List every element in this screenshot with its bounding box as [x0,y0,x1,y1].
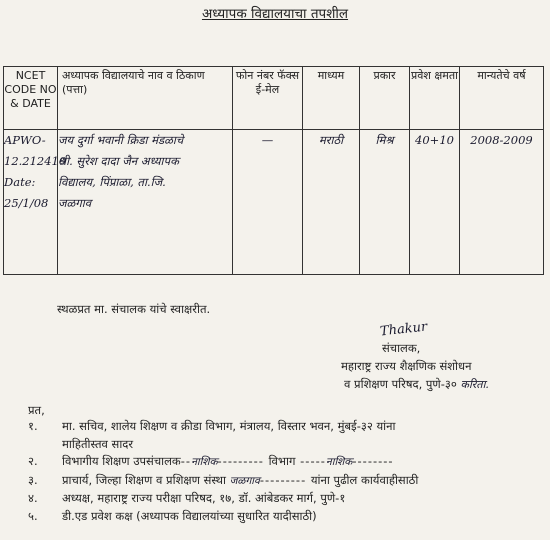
list-item-text: माहितीस्तव सादर [62,436,134,451]
list-item [28,490,418,508]
list-item-number: ४. [28,491,38,505]
list-item-continuation [28,436,418,454]
list-item-number: ३. [28,472,38,487]
list-item-text: प्राचार्य, जिल्हा शिक्षण व प्रशिक्षण संस्था जळगाव--------- यांना पुढील कार्यवाहीसाठी [62,472,419,487]
office-copy-note: स्थळप्रत मा. संचालक यांचे स्वाक्षरीत. [57,302,211,316]
details-table [3,66,544,275]
principal-text: प्राचार्य, जिल्हा शिक्षण व प्रशिक्षण संस्था [62,472,226,487]
name-line-3: विद्यालय, पिंप्राळा, ता.जि. [58,175,166,189]
signature-handwritten-note: करिता. [460,378,489,391]
code-line-1: APWO- [4,133,46,147]
signature-org-line-2 [344,375,489,394]
list-item-text: अध्यक्ष, महाराष्ट्र राज्य परीक्षा परिषद, १७, डॉ. आंबेडकर मार्ग, पुणे-१ [62,491,346,505]
cell-phone: — [233,130,303,275]
cell-capacity: 40+10 [410,130,460,275]
cell-medium: मराठी [303,130,360,275]
cell-year: 2008-2009 [460,130,544,275]
cell-type: मिश्र [360,130,410,275]
copy-to-label: प्रत, [28,403,45,417]
list-item [28,508,418,526]
list-item-text: मा. सचिव, शालेय शिक्षण व क्रीडा विभाग, मंत्रालय, विस्तार भवन, मुंबई-३२ यांना [62,419,396,433]
handwritten-district: जळगाव [229,474,260,487]
handwritten-division-1: नाशिक [191,456,218,468]
header-college-name: अध्यापक विद्यालयाचे नाव व ठिकाण (पत्ता) [58,67,233,130]
date-label: Date: [4,175,36,189]
copy-to-list [28,418,418,525]
signature-org-text: व प्रशिक्षण परिषद, पुणे-३० [344,377,457,391]
header-phone: फोन नंबर फॅक्स ई-मेल [233,67,303,130]
signature-title: संचालक, [382,341,421,355]
header-ncet-code: NCET CODE NO & DATE [4,67,58,130]
list-item-number: २. [28,454,38,468]
further-action-text: यांना पुढील कार्यवाहीसाठी [310,472,419,487]
handwritten-division-2: नाशिक [325,456,353,468]
list-item-number: १. [28,419,38,433]
code-line-2: 12.212410 [4,154,67,168]
list-item-number: ५. [28,508,38,523]
cell-college-name [58,130,233,275]
list-item [28,418,418,436]
page-title: अध्यापक विद्यालयाचा तपशील [201,6,349,22]
header-type: प्रकार [360,67,410,130]
header-medium: माध्यम [303,67,360,130]
cell-code-date [4,130,67,275]
list-item-text: विभागीय शिक्षण उपसंचालक--नाशिक--------- विभाग -----नाशिक-------- [62,454,394,468]
table-header-row [4,67,544,130]
deputy-director-text: विभागीय शिक्षण उपसंचालक [62,454,181,468]
signature-scribble: Thakur [379,319,428,340]
signature-org-line-1: महाराष्ट्र राज्य शैक्षणिक संशोधन [341,359,472,373]
list-item [28,453,418,472]
list-item-text: डी.एड प्रवेश कक्ष (अध्यापक विद्यालयांच्या सुधारित यादीसाठी) [62,508,317,523]
table-row [4,130,544,275]
list-item [28,472,418,491]
name-line-4: जळगाव [58,196,92,210]
division-text: विभाग [268,454,296,468]
header-capacity: प्रवेश क्षमता [410,67,460,130]
date-value: 25/1/08 [4,196,49,210]
header-year: मान्यतेचे वर्ष [460,67,544,130]
name-line-2: श्री. सुरेश दादा जैन अध्यापक [58,154,179,168]
signature-block [341,339,489,394]
name-line-1: जय दुर्गा भवानी क्रिडा मंडळाचे [58,133,184,147]
